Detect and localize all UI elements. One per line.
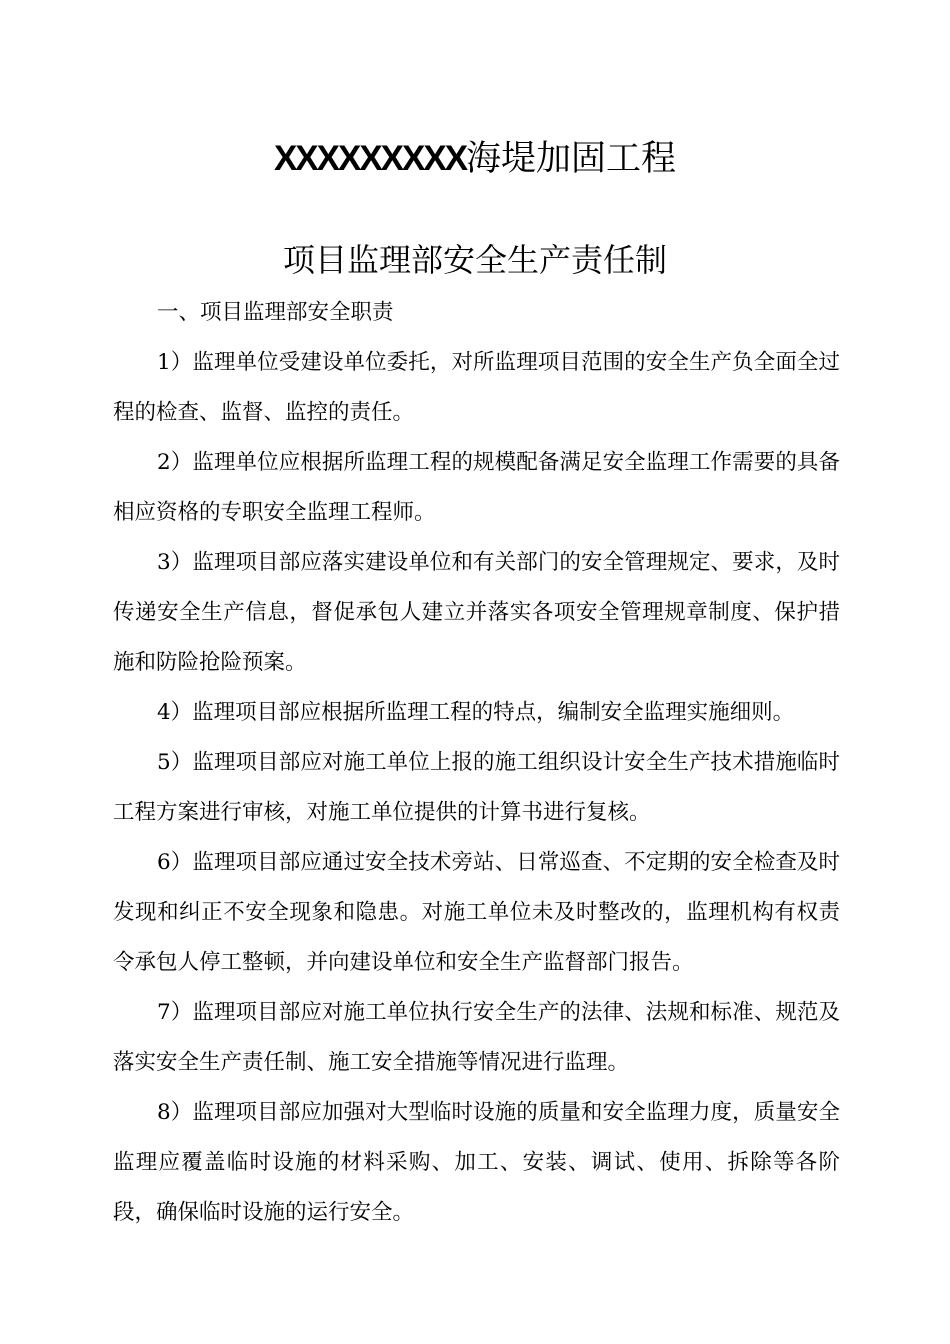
section-heading: 一、项目监理部安全职责	[157, 300, 394, 325]
paragraph-6: 6）监理项目部应通过安全技术旁站、日常巡查、不定期的安全检查及时发现和纠正不安全现象和隐患。对施工单位未及时整改的，监理机构有权责令承包人停工整顿，并向建设单位和安全生产监督部门报告。	[113, 850, 840, 975]
paragraph-4: 4）监理项目部应根据所监理工程的特点，编制安全监理实施细则。	[157, 700, 795, 725]
document-body	[113, 288, 840, 1238]
paragraph-8: 8）监理项目部应加强对大型临时设施的质量和安全监理力度，质量安全监理应覆盖临时设施的材料采购、加工、安装、调试、使用、拆除等各阶段，确保临时设施的运行安全。	[113, 1100, 840, 1225]
document-title-latin: XXXXXXXXX	[273, 139, 467, 178]
document-title	[0, 134, 950, 184]
document-subtitle: 项目监理部安全生产责任制	[282, 241, 667, 279]
paragraph-1: 1）监理单位受建设单位委托，对所监理项目范围的安全生产负全面全过程的检查、监督、监控的责任。	[113, 350, 840, 425]
document-title-cjk: 海堤加固工程	[466, 139, 677, 179]
paragraph-5: 5）监理项目部应对施工单位上报的施工组织设计安全生产技术措施临时工程方案进行审核，对施工单位提供的计算书进行复核。	[113, 750, 840, 825]
paragraph-3: 3）监理项目部应落实建设单位和有关部门的安全管理规定、要求，及时传递安全生产信息，督促承包人建立并落实各项安全管理规章制度、保护措施和防险抢险预案。	[113, 550, 840, 675]
paragraph-7: 7）监理项目部应对施工单位执行安全生产的法律、法规和标准、规范及落实安全生产责任制、施工安全措施等情况进行监理。	[113, 1000, 840, 1075]
paragraph-2: 2）监理单位应根据所监理工程的规模配备满足安全监理工作需要的具备相应资格的专职安全监理工程师。	[113, 450, 840, 525]
